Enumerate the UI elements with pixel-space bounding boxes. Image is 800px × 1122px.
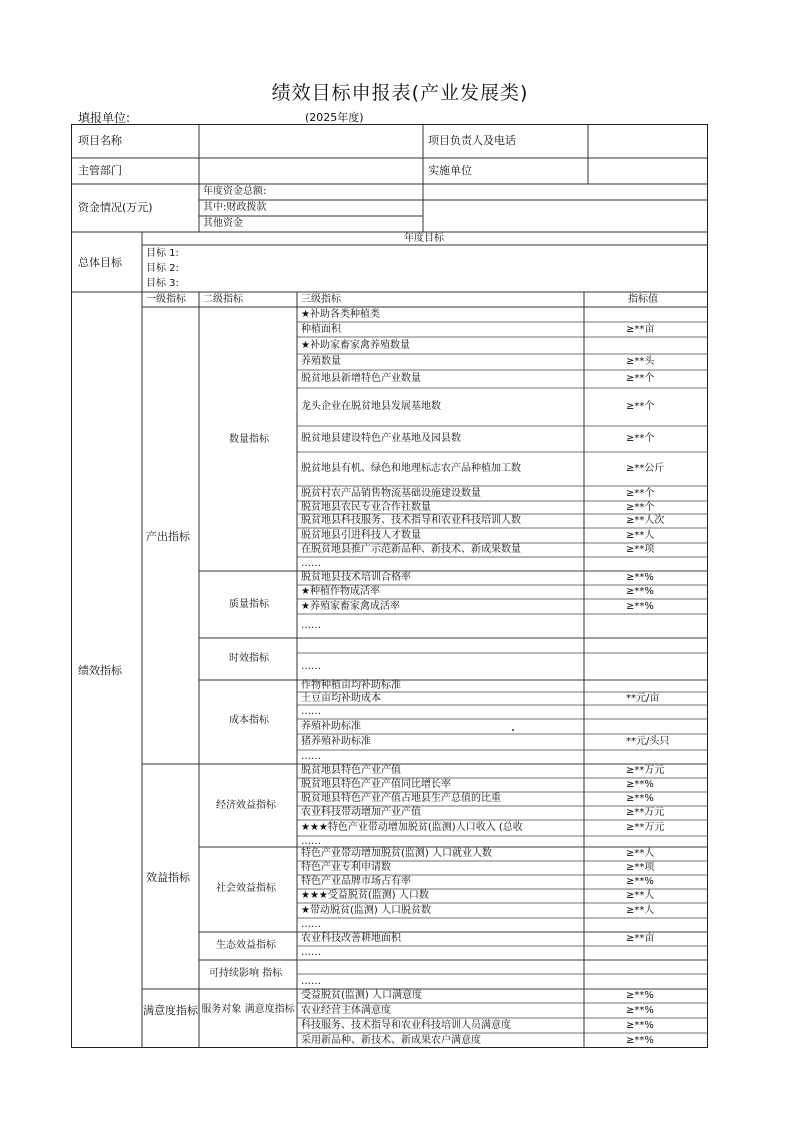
indicator-value: ≥**人次 xyxy=(626,515,665,526)
indicator-value: ≥**亩 xyxy=(626,323,655,335)
level3-indicator: 在脱贫地县推广示范新品种、新技术、新成果数量 xyxy=(301,544,521,555)
level3-indicator: 脱贫地县特色产业产值同比增长率 xyxy=(301,779,451,790)
level3-indicator: ★补助各类种植类 xyxy=(301,308,380,320)
level3-indicator: 脱贫地县科技服务、技术指导和农业科技培训人数 xyxy=(301,515,521,526)
header-level3: 三级指标 xyxy=(301,294,341,305)
header-value: 指标值 xyxy=(628,294,658,305)
level3-indicator: 脱贫地县农民专业合作社数量 xyxy=(301,501,431,513)
service-satisfaction-label: 服务对象 满意度指标 xyxy=(201,1004,295,1015)
indicator-value: ≥**个 xyxy=(626,373,655,384)
economic-benefit-label: 经济效益指标 xyxy=(216,800,276,811)
overall-goal-label: 总体目标 xyxy=(78,256,122,269)
level3-indicator: 特色产业专利申请数 xyxy=(301,862,391,873)
level3-indicator: 脱贫地县建设特色产业基地及园县数 xyxy=(301,433,461,444)
timeliness-indicators-label: 时效指标 xyxy=(229,653,269,664)
owner-phone-label: 项目负责人及电话 xyxy=(428,134,516,147)
cost-indicators-label: 成本指标 xyxy=(229,715,269,726)
fund-other-label: 其他资金 xyxy=(203,218,243,229)
indicator-value: ≥**公斤 xyxy=(626,463,665,474)
ecological-benefit-label: 生态效益指标 xyxy=(216,940,276,951)
level3-indicator: 农业科技带动增加产业产值 xyxy=(301,807,421,818)
level3-indicator: 特色产业带动增加脱贫(监测) 人口就业人数 xyxy=(301,848,492,859)
level3-indicator: 科技服务、技术指导和农业科技培训人员满意度 xyxy=(301,1019,511,1031)
performance-indicators-label: 绩效指标 xyxy=(78,664,122,677)
annual-goal-label: 年度目标 xyxy=(404,233,444,244)
indicator-value: ≥**头 xyxy=(626,356,655,367)
sustainable-impact-label: 可持续影响 指标 xyxy=(209,968,283,979)
indicator-value: ≥**个 xyxy=(626,487,655,499)
indicator-value: ≥**% xyxy=(626,600,654,612)
impl-unit-label: 实施单位 xyxy=(428,164,472,177)
indicator-value: ≥**万元 xyxy=(626,765,665,776)
indicator-value: ≥**项 xyxy=(626,862,655,873)
indicator-value: ≥**% xyxy=(626,990,654,1001)
fund-total-label: 年度资金总额: xyxy=(203,186,267,197)
level3-indicator: 脱贫地县新增特色产业数量 xyxy=(301,373,421,384)
level3-indicator: …… xyxy=(301,947,321,958)
social-benefit-label: 社会效益指标 xyxy=(216,883,276,894)
indicator-value: ≥**% xyxy=(626,572,654,583)
indicator-value: ≥**万元 xyxy=(626,807,665,818)
level3-indicator: 农业经营主体满意度 xyxy=(301,1004,391,1016)
indicator-value: ≥**人 xyxy=(626,904,655,916)
level3-indicator: …… xyxy=(301,751,321,762)
level3-indicator: 脱贫地县引进科技人才数量 xyxy=(301,529,421,541)
funds-label: 资金情况(万元) xyxy=(78,201,153,214)
indicator-value: ≥**% xyxy=(626,1034,654,1046)
level3-indicator: ★养殖家畜家禽成活率 xyxy=(301,600,400,612)
level3-indicator: …… xyxy=(301,660,321,672)
level3-indicator: …… xyxy=(301,919,321,930)
fund-fiscal-label: 其中:财政拨款 xyxy=(203,202,267,213)
level3-indicator: …… xyxy=(301,558,321,569)
indicator-value: ≥**% xyxy=(626,876,654,887)
header-level2: 二级指标 xyxy=(203,294,243,305)
goal-item-2: 目标 2: xyxy=(146,263,179,274)
level3-indicator: 脱贫地县特色产业产值占地县生产总值的比重 xyxy=(301,793,501,804)
level3-indicator: …… xyxy=(301,706,321,717)
output-indicators-label: 产出指标 xyxy=(146,530,190,543)
level3-indicator: 农业科技改善耕地面积 xyxy=(301,933,401,944)
satisfaction-indicators-label: 满意度指标 xyxy=(143,1004,198,1017)
level3-indicator: …… xyxy=(301,620,321,631)
level3-indicator: 猪养殖补助标准 xyxy=(301,736,371,747)
level3-indicator: ★★★受益脱贫(监测) 人口数 xyxy=(301,890,429,901)
indicator-value: ≥**% xyxy=(626,793,654,804)
dept-label: 主管部门 xyxy=(78,164,122,177)
indicator-value: ≥**% xyxy=(626,1019,654,1031)
level3-indicator: 养殖补助标准 xyxy=(301,720,361,732)
level3-indicator: …… xyxy=(301,835,321,847)
level3-indicator: …… xyxy=(301,975,321,987)
level3-indicator: 受益脱贫(监测) 人口满意度 xyxy=(301,990,422,1001)
indicator-value: ≥**个 xyxy=(626,433,655,444)
level3-indicator: 采用新品种、新技术、新成果农户满意度 xyxy=(301,1034,481,1046)
level3-indicator: ★补助家畜家禽养殖数量 xyxy=(301,339,410,351)
project-name-label: 项目名称 xyxy=(78,134,122,147)
indicator-value: ≥**% xyxy=(626,586,654,597)
level3-indicator: ★种植作物成活率 xyxy=(301,586,380,597)
level3-indicator: 土豆亩均补助成本 xyxy=(301,692,381,704)
level3-indicator: 种植面积 xyxy=(301,323,341,335)
fill-unit-label: 填报单位: xyxy=(78,111,131,125)
indicator-value: ≥**个 xyxy=(626,401,655,412)
scan-mark xyxy=(512,729,514,731)
indicator-value: ≥**人 xyxy=(626,529,655,541)
level3-indicator: 龙头企业在脱贫地县发展基地数 xyxy=(301,401,441,412)
goal-item-3: 目标 3: xyxy=(146,278,179,289)
indicator-value: ≥**人 xyxy=(626,890,655,901)
quantity-indicators-label: 数量指标 xyxy=(229,434,269,445)
level3-indicator: 脱贫地县有机、绿色和地理标志农产品种植加工数 xyxy=(301,463,521,474)
indicator-value: **元/头只 xyxy=(626,736,670,747)
level3-indicator: 脱贫村农产品销售物流基础设施建设数量 xyxy=(301,487,481,499)
level3-indicator: 脱贫地县技术培训合格率 xyxy=(301,572,411,583)
level3-indicator: 脱贫地县特色产业产值 xyxy=(301,765,401,776)
level3-indicator: 特色产业品牌市场占有率 xyxy=(301,876,411,887)
indicator-value: ≥**个 xyxy=(626,501,655,513)
benefit-indicators-label: 效益指标 xyxy=(146,871,190,884)
indicator-value: ≥**% xyxy=(626,779,654,790)
indicator-value: ≥**人 xyxy=(626,848,655,859)
level3-indicator: ★带动脱贫(监测) 人口脱贫数 xyxy=(301,904,431,916)
quality-indicators-label: 质量指标 xyxy=(229,599,269,610)
year-label: (2025年度) xyxy=(305,111,364,124)
indicator-value: **元/亩 xyxy=(626,692,660,704)
level3-indicator: ★★★特色产业带动增加脱贫(监测)人口收入 (总收 xyxy=(301,822,523,833)
header-level1: 一级指标 xyxy=(146,294,186,305)
indicator-value: ≥**万元 xyxy=(626,822,665,833)
indicator-value: ≥**% xyxy=(626,1004,654,1016)
level3-indicator: 养殖数量 xyxy=(301,356,341,367)
level3-indicator: 作物种植亩均补助标准 xyxy=(301,680,401,691)
indicator-value: ≥**亩 xyxy=(626,933,655,944)
indicator-value: ≥**项 xyxy=(626,544,655,555)
goal-item-1: 目标 1: xyxy=(146,248,179,259)
page-title: 绩效目标申报表(产业发展类) xyxy=(271,82,529,104)
